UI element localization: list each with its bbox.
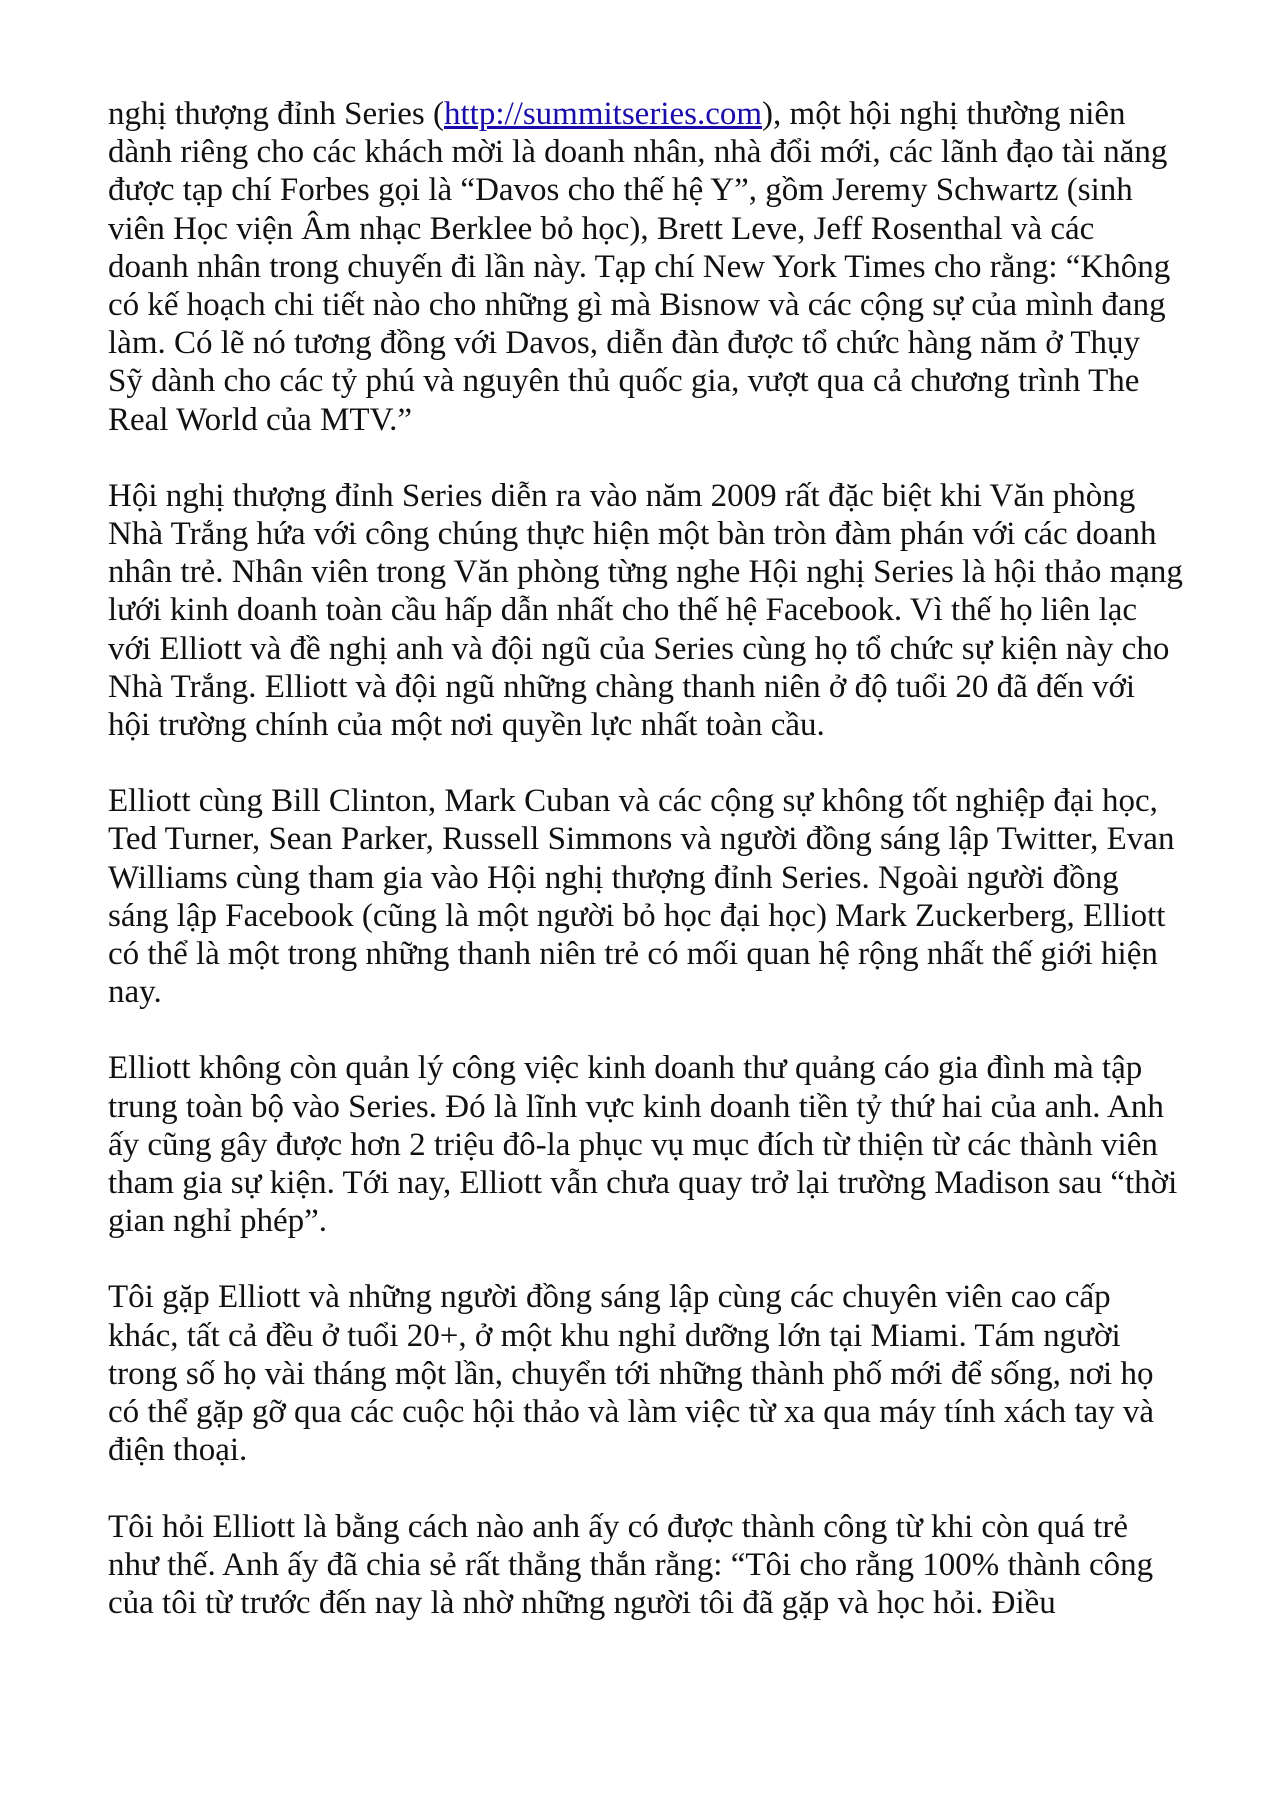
paragraph-3: Elliott cùng Bill Clinton, Mark Cuban và các cộng sự không tốt nghiệp đại học, Ted Turner, Sean Parker, Russell Simmons và người đồng sáng lập Twitter, Evan Williams cùng tham gia vào Hội nghị thượng đỉnh Series. Ngoài người đồng sáng lập Facebook (cũng là một người bỏ học đại học) Mark Zuckerberg, Elliott có thể là một trong những thanh niên trẻ có mối quan hệ rộng nhất thế giới hiện nay. bbox=[108, 783, 1175, 1011]
paragraph-1-text-before-link: nghị thượng đỉnh Series ( bbox=[108, 96, 444, 132]
document-page bbox=[108, 95, 1183, 1660]
paragraph-4: Elliott không còn quản lý công việc kinh doanh thư quảng cáo gia đình mà tập trung toàn bộ vào Series. Đó là lĩnh vực kinh doanh tiền tỷ thứ hai của anh. Anh ấy cũng gây được hơn 2 triệu đô-la phục vụ mục đích từ thiện từ các thành viên tham gia sự kiện. Tới nay, Elliott vẫn chưa quay trở lại trường Madison sau “thời gian nghỉ phép”. bbox=[108, 1050, 1178, 1240]
paragraph-1 bbox=[108, 95, 1183, 439]
summitseries-link[interactable]: http://summitseries.com bbox=[443, 96, 763, 132]
paragraph-1-text-after-link: ), một hội nghị thường niên dành riêng cho các khách mời là doanh nhân, nhà đổi mới, các lãnh đạo tài năng được tạp chí Forbes gọi là “Davos cho thế hệ Y”, gồm Jeremy Schwartz (sinh viên Học viện Âm nhạc Berklee bỏ học), Brett Leve, Jeff Rosenthal và các doanh nhân trong chuyến đi lần này. Tạp chí New York Times cho rằng: “Không có kế hoạch chi tiết nào cho những gì mà Bisnow và các cộng sự của mình đang làm. Có lẽ nó tương đồng với Davos, diễn đàn được tổ chức hàng năm ở Thụy Sỹ dành cho các tỷ phú và nguyên thủ quốc gia, vượt qua cả chương trình The Real World của MTV.” bbox=[108, 96, 1171, 438]
paragraph-6: Tôi hỏi Elliott là bằng cách nào anh ấy có được thành công từ khi còn quá trẻ như thế. Anh ấy đã chia sẻ rất thẳng thắn rằng: “Tôi cho rằng 100% thành công của tôi từ trước đến nay là nhờ những người tôi đã gặp và học hỏi. Điều bbox=[108, 1508, 1154, 1621]
paragraph-2: Hội nghị thượng đỉnh Series diễn ra vào năm 2009 rất đặc biệt khi Văn phòng Nhà Trắng hứa với công chúng thực hiện một bàn tròn đàm phán với các doanh nhân trẻ. Nhân viên trong Văn phòng từng nghe Hội nghị Series là hội thảo mạng lưới kinh doanh toàn cầu hấp dẫn nhất cho thế hệ Facebook. Vì thế họ liên lạc với Elliott và đề nghị anh và đội ngũ của Series cùng họ tổ chức sự kiện này cho Nhà Trắng. Elliott và đội ngũ những chàng thanh niên ở độ tuổi 20 đã đến với hội trường chính của một nơi quyền lực nhất toàn cầu. bbox=[108, 477, 1183, 744]
paragraph-5: Tôi gặp Elliott và những người đồng sáng lập cùng các chuyên viên cao cấp khác, tất cả đều ở tuổi 20+, ở một khu nghỉ dưỡng lớn tại Miami. Tám người trong số họ vài tháng một lần, chuyển tới những thành phố mới để sống, nơi họ có thể gặp gỡ qua các cuộc hội thảo và làm việc từ xa qua máy tính xách tay và điện thoại. bbox=[108, 1279, 1155, 1469]
